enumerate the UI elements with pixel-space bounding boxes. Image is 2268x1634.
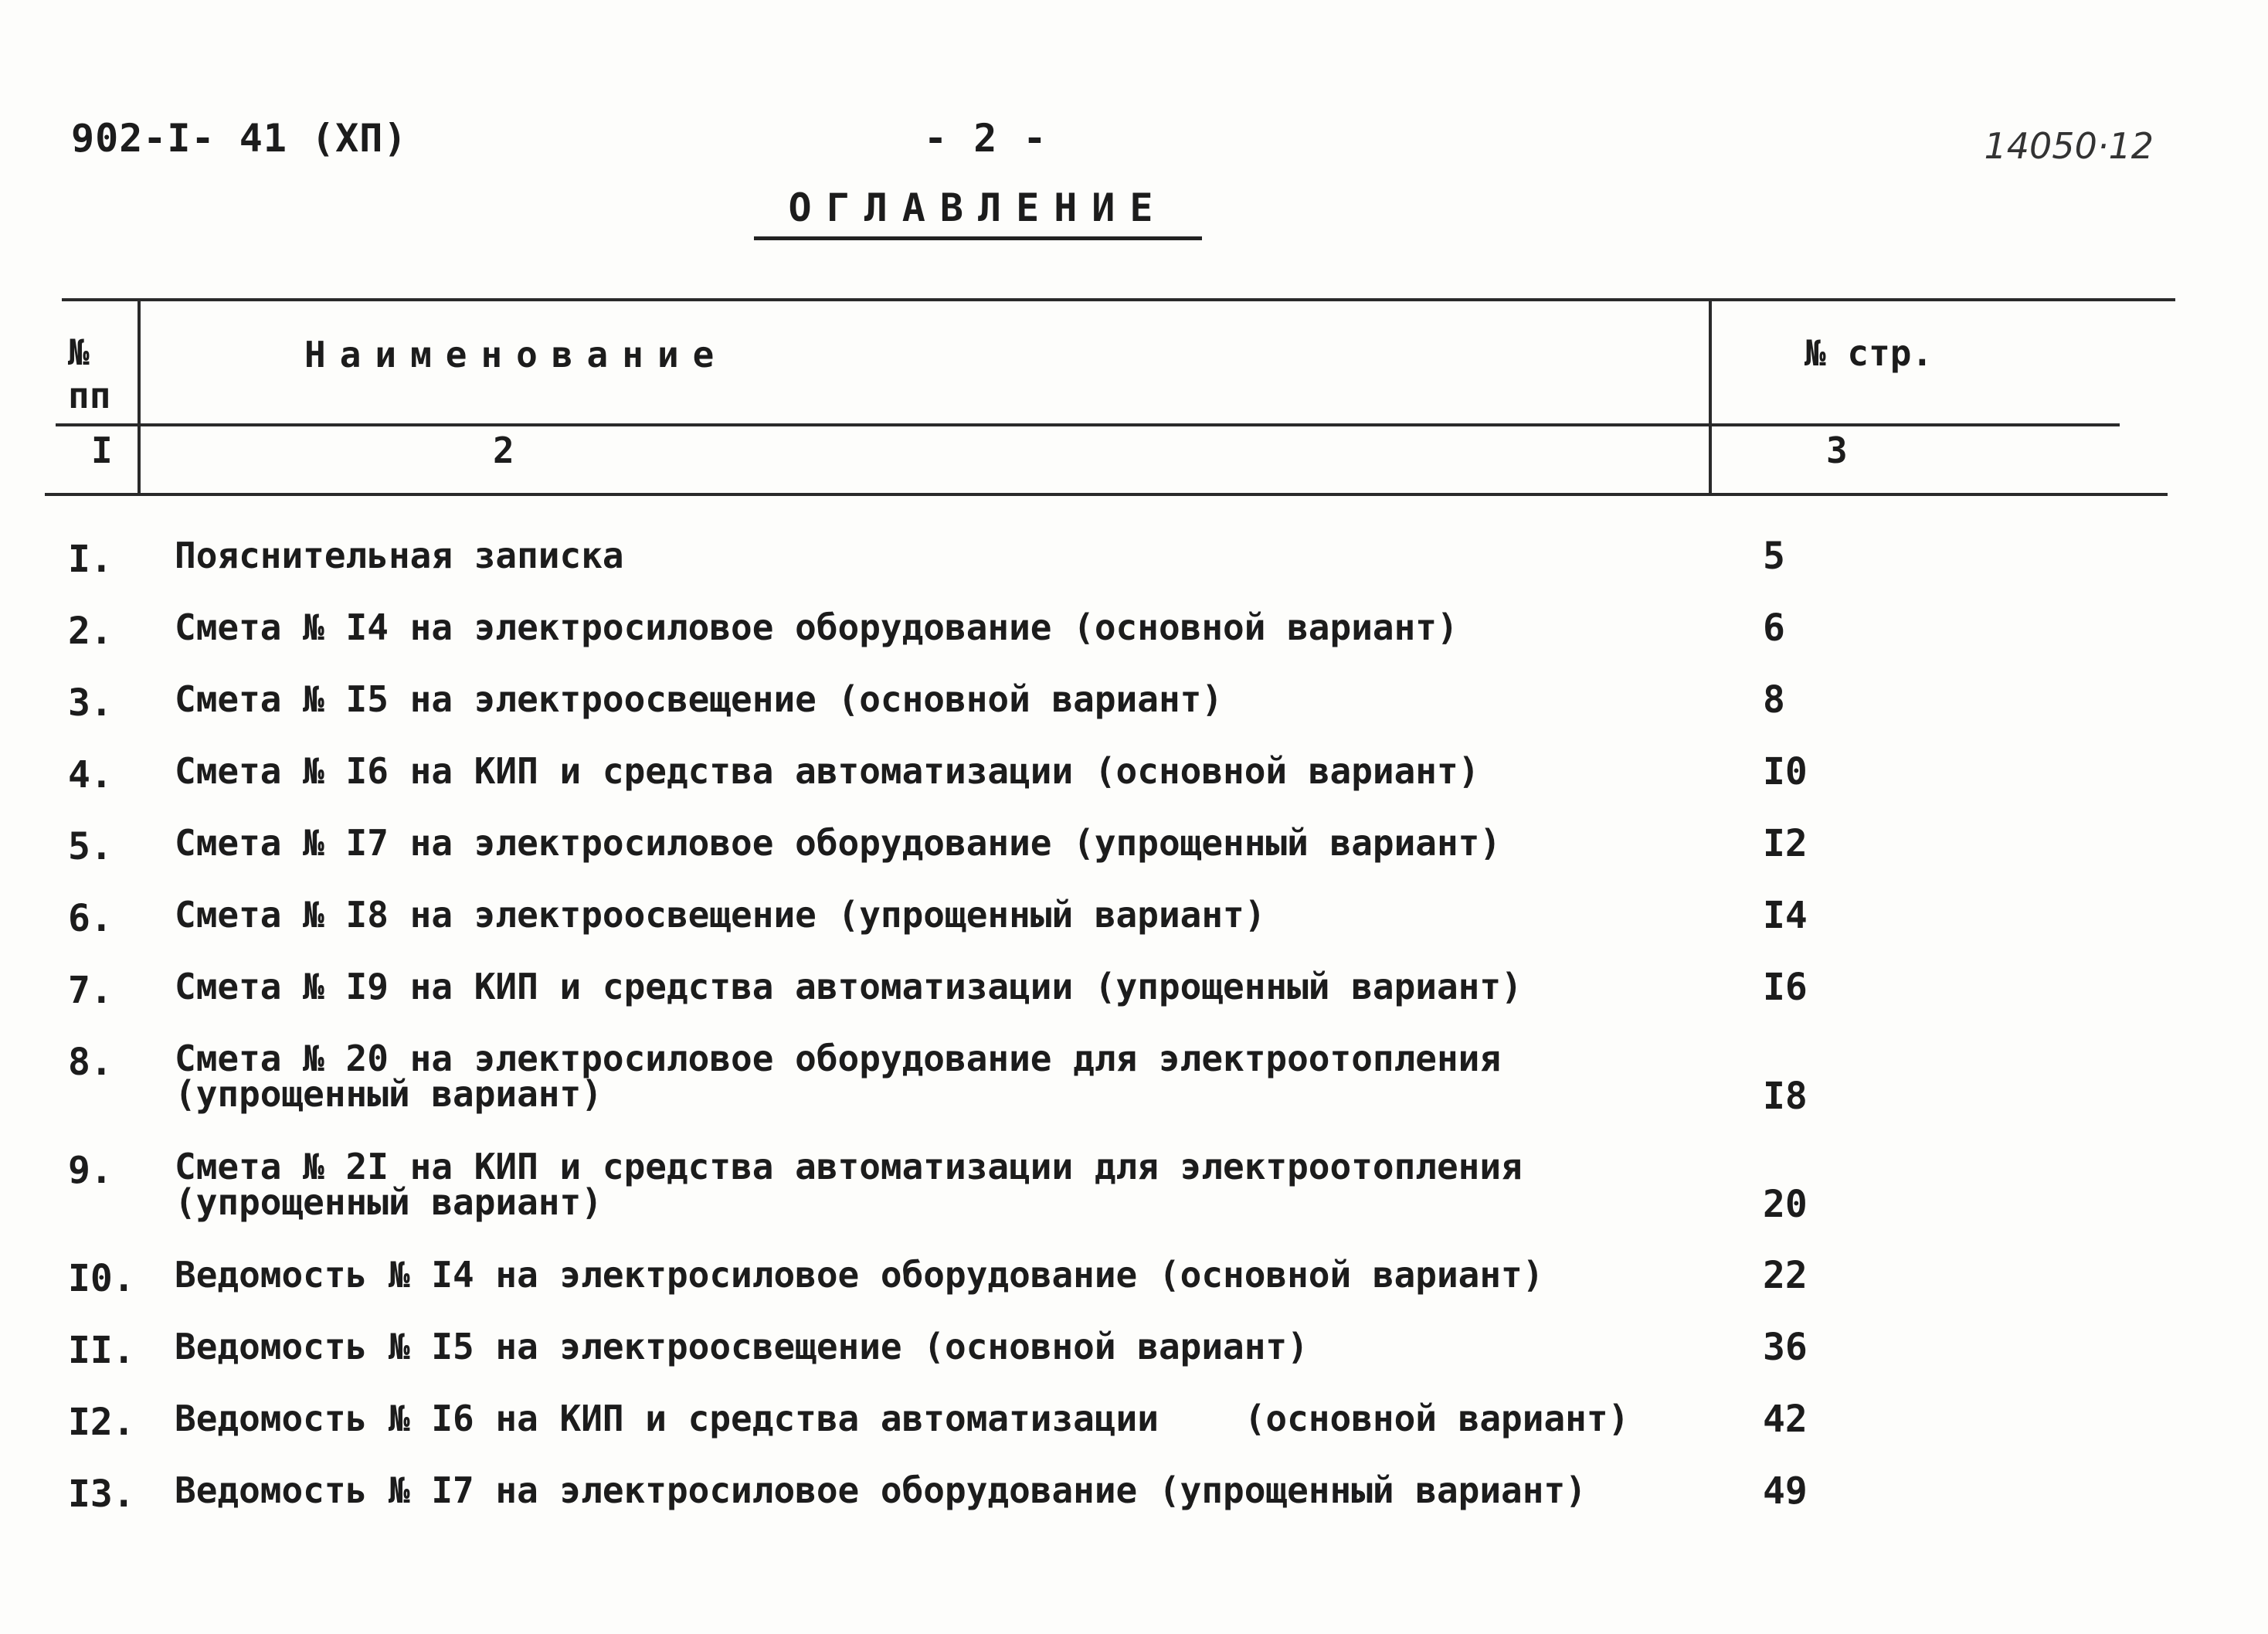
row-number: 2. (68, 610, 113, 653)
row-number: I0. (68, 1257, 135, 1300)
archive-number: 14050·12 (1984, 125, 2154, 167)
column-index-1: I (91, 430, 113, 471)
row-number: 7. (68, 969, 113, 1012)
row-number: 6. (68, 897, 113, 940)
row-title: Ведомость № I4 на электросиловое оборудование (основной вариант) (175, 1254, 1544, 1296)
column-index-3: 3 (1826, 430, 1848, 471)
row-title: Смета № I6 на КИП и средства автоматизации (основной вариант) (175, 750, 1480, 792)
row-number: 5. (68, 825, 113, 868)
row-title: Смета № 2I на КИП и средства автоматизации для электроотопления (упрощенный вариант) (175, 1146, 1523, 1223)
page-title: ОГЛАВЛЕНИЕ (754, 185, 1202, 240)
row-title: Ведомость № I5 на электроосвещение (основной вариант) (175, 1326, 1309, 1367)
row-title: Смета № I9 на КИП и средства автоматизации (упрощенный вариант) (175, 966, 1523, 1007)
row-page: I8 (1763, 1075, 1808, 1118)
column-header-number: № пп (68, 331, 111, 416)
row-page: 20 (1763, 1183, 1808, 1226)
row-title: Смета № I8 на электроосвещение (упрощенный вариант) (175, 894, 1266, 936)
column-index-2: 2 (493, 430, 514, 471)
row-number: 3. (68, 681, 113, 725)
row-title: Ведомость № I6 на КИП и средства автоматизации (основной вариант) (175, 1398, 1630, 1439)
column-header-page: № стр. (1805, 332, 1934, 374)
row-number: 9. (68, 1149, 113, 1192)
row-page: I0 (1763, 750, 1808, 793)
row-title: Смета № I4 на электросиловое оборудование (основной вариант) (175, 606, 1458, 648)
row-title: Смета № I7 на электросиловое оборудование (упрощенный вариант) (175, 822, 1502, 864)
row-number: I3. (68, 1473, 135, 1516)
row-page: 36 (1763, 1326, 1808, 1369)
row-title: Смета № 20 на электросиловое оборудование для электроотопления (упрощенный вариант) (175, 1038, 1502, 1115)
row-page: 22 (1763, 1254, 1808, 1297)
row-title: Смета № I5 на электроосвещение (основной вариант) (175, 678, 1224, 720)
page-number: - 2 - (924, 116, 1048, 161)
row-number: 4. (68, 753, 113, 797)
row-page: 6 (1763, 606, 1785, 650)
document-code: 902-I- 41 (ХП) (71, 116, 408, 161)
row-page: 42 (1763, 1398, 1808, 1441)
row-number: 8. (68, 1041, 113, 1084)
row-page: I4 (1763, 894, 1808, 937)
row-page: I6 (1763, 966, 1808, 1009)
row-title: Ведомость № I7 на электросиловое оборудование (упрощенный вариант) (175, 1469, 1587, 1511)
row-page: 8 (1763, 678, 1785, 722)
row-number: II. (68, 1329, 135, 1372)
row-number: I2. (68, 1401, 135, 1444)
row-page: I2 (1763, 822, 1808, 865)
row-title: Пояснительная записка (175, 535, 624, 576)
column-header-name: Наименование (304, 334, 728, 375)
row-page: 5 (1763, 535, 1785, 578)
row-number: I. (68, 538, 113, 581)
row-page: 49 (1763, 1469, 1808, 1513)
